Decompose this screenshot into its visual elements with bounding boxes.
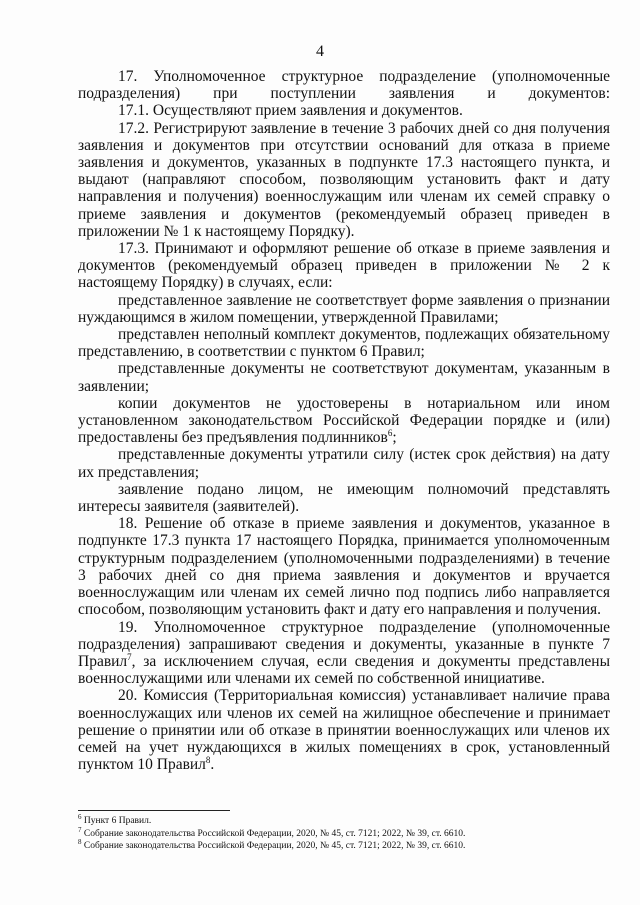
list-item-documents-expired: представленные документы утратили силу (истек срок действия) на дату их представления; bbox=[78, 446, 610, 481]
footnote-ref-8: 8 bbox=[205, 755, 211, 766]
footnote-8: $^8$ Собрание законодательства Российской Федерации, 2020, № 45, ст. 7121; 2022, № 39, ст. 6610. bbox=[78, 838, 466, 851]
paragraph-20: 20. Комиссия (Территориальная комиссия) устанавливает наличие права военнослужащих или членов их семей на жилищное обеспечение и принимает решение о принятии или об отказе в принятии военнослужащих или членов их семей на учет нуждающихся в жилых помещениях в срок, установленный пунктом 10 Правил$^8$. bbox=[78, 687, 610, 774]
list-item-form-mismatch: представленное заявление не соответствует форме заявления о признании нуждающимся в жилом помещении, утвержденной Правилами; bbox=[78, 291, 610, 326]
paragraph-17-1: 17.1. Осуществляют прием заявления и документов. bbox=[118, 102, 463, 120]
paragraph-18: 18. Решение об отказе в приеме заявления и документов, указанное в подпункте 17.3 пункта 17 настоящего Порядка, принимается уполномоченным структурным подразделением (уполномоченными подразделениями) в течение 3 рабочих дней со дня приема заявления и документов и вручается военнослужащим или членам их семей лично под подпись либо направляется способом, позволяющим установить факт и дату его направления и получения. bbox=[78, 515, 610, 619]
footnote-divider bbox=[78, 810, 230, 811]
footnote-ref-7: 7 bbox=[127, 651, 132, 662]
paragraph-17-2: 17.2. Регистрируют заявление в течение 3 рабочих дней со дня получения заявления и документов при отсутствии оснований для отказа в приеме заявления и документов, указанных в подпункте 17.3 настоящего пункта, и выдают (направляют способом, позволяющим установить факт и дату направления и получения) военнослужащим или членам их семей справку о приеме заявления и документов (рекомендуемый образец приведен в приложении № 1 к настоящему Порядку). bbox=[78, 119, 610, 240]
list-item-copies-not-certified: копии документов не удостоверены в нотариальном или ином установленном законодательством Российской Федерации порядке и (или) предоставлены без предъявления подлинников$^6$; bbox=[78, 394, 610, 447]
document-body bbox=[78, 68, 610, 773]
paragraph-17-intro: 17. Уполномоченное структурное подразделение (уполномоченные подразделения) при поступлении заявления и документов: bbox=[78, 68, 610, 103]
footnotes bbox=[78, 815, 610, 853]
page-number: 4 bbox=[316, 43, 324, 60]
list-item-no-authority: заявление подано лицом, не имеющим полномочий представлять интересы заявителя (заявителей). bbox=[78, 480, 610, 516]
footnote-7: $^7$ Собрание законодательства Российской Федерации, 2020, № 45, ст. 7121; 2022, № 39, ст. 6610. bbox=[78, 825, 466, 839]
paragraph-19: 19. Уполномоченное структурное подразделение (уполномоченные подразделения) запрашивают сведения и документы, указанные в пункте 7 Правил$^7$, за исключением случая, если сведения и документы представлены военнослужащими или членами их семей по собственной инициативе. bbox=[78, 618, 610, 688]
footnote-6: $^6$ Пункт 6 Правил. bbox=[78, 813, 152, 826]
list-item-documents-mismatch: представленные документы не соответствуют документам, указанным в заявлении; bbox=[78, 360, 610, 395]
footnote-ref-6: 6 bbox=[387, 428, 393, 439]
paragraph-17-3: 17.3. Принимают и оформляют решение об отказе в приеме заявления и документов (рекомендуемый образец приведен в приложении № 2 к настоящему Порядку) в случаях, если: bbox=[78, 240, 610, 292]
list-item-incomplete-set: представлен неполный комплект документов, подлежащих обязательному представлению, в соответствии с пунктом 6 Правил; bbox=[78, 326, 610, 361]
